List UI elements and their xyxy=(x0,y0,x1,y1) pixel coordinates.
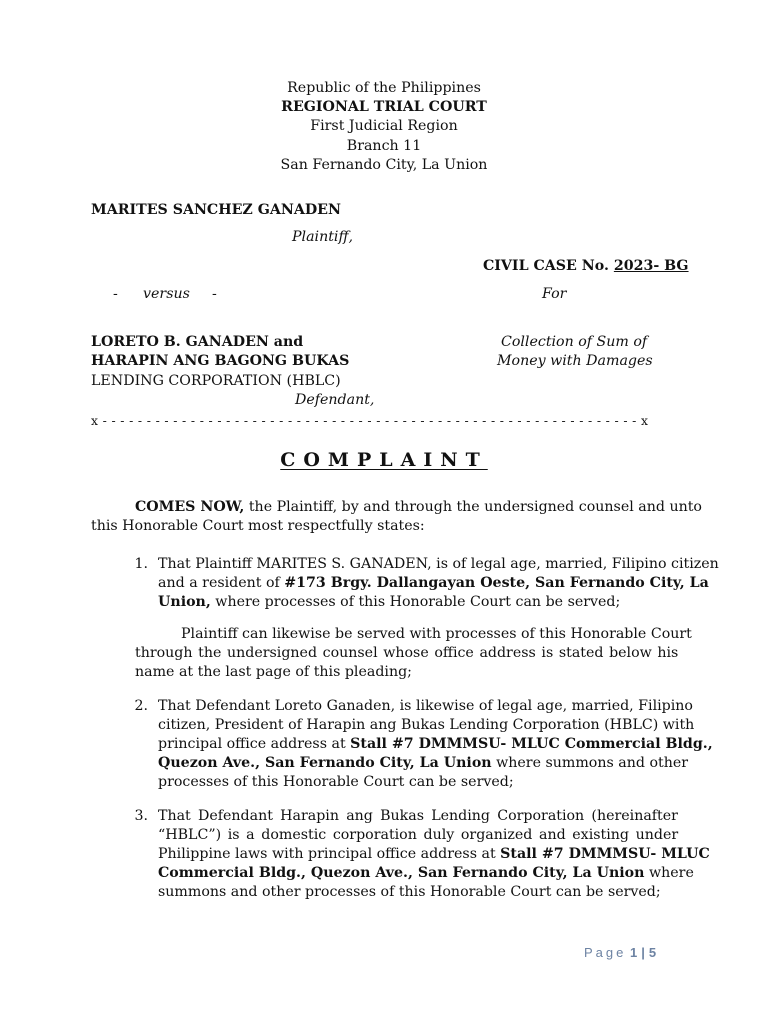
item-2-line-3 xyxy=(158,735,713,755)
item-3-line-3 xyxy=(158,845,710,865)
sub-para-line-3: name at the last page of this pleading; xyxy=(135,664,412,680)
page-word: Page xyxy=(584,945,627,960)
item-2-line-4 xyxy=(158,754,688,774)
total-pages: 5 xyxy=(648,945,657,960)
nature-line-1: Collection of Sum of xyxy=(501,334,648,350)
for-label: For xyxy=(542,286,567,302)
item-3-line-3a: Philippine laws with principal office address at xyxy=(158,846,501,862)
item-3-number: 3. xyxy=(134,808,148,824)
item-2-address: Stall #7 DMMMSU- MLUC Commercial Bldg., xyxy=(350,736,713,752)
item-3-address: Stall #7 DMMMSU- MLUC xyxy=(500,846,710,862)
item-2-line-5: processes of this Honorable Court can be served; xyxy=(158,774,514,790)
defendant-label: Defendant, xyxy=(295,392,375,408)
item-2-line-1: That Defendant Loreto Ganaden, is likewise of legal age, married, Filipino xyxy=(158,698,693,714)
page-number: 1 xyxy=(630,945,638,960)
case-prefix: CIVIL CASE No. xyxy=(483,258,614,274)
item-1-line-3 xyxy=(158,593,620,613)
page-separator: | xyxy=(641,945,645,960)
item-2-line-4b: where summons and other xyxy=(491,755,689,771)
court-location: San Fernando City, La Union xyxy=(280,157,488,173)
court-region: First Judicial Region xyxy=(310,118,458,134)
document-title: COMPLAINT xyxy=(280,449,488,471)
item-2-number: 2. xyxy=(134,698,148,714)
intro-line-2: this Honorable Court most respectfully states: xyxy=(91,518,425,534)
item-3-line-5: summons and other processes of this Honorable Court can be served; xyxy=(158,884,661,900)
nature-line-2: Money with Damages xyxy=(497,353,653,369)
item-3-line-4 xyxy=(158,864,694,884)
item-3-line-4b: where xyxy=(644,865,694,881)
item-2-line-3a: principal office address at xyxy=(158,736,351,752)
item-1-address-end: Union, xyxy=(158,594,211,610)
item-2-address-end: Quezon Ave., San Fernando City, La Union xyxy=(158,755,492,771)
defendant-line-3: LENDING CORPORATION (HBLC) xyxy=(91,373,341,389)
item-1-line-2a: and a resident of xyxy=(158,575,285,591)
versus-dash-right: - xyxy=(212,286,217,302)
versus-label: versus xyxy=(143,286,190,302)
sub-para-line-1: Plaintiff can likewise be served with processes of this Honorable Court xyxy=(181,626,692,642)
intro-rest-1: the Plaintiff, by and through the undersigned counsel and unto xyxy=(244,499,702,515)
sub-para-line-2: through the undersigned counsel whose office address is stated below his xyxy=(135,645,679,661)
defendant-line-1: LORETO B. GANADEN and xyxy=(91,334,304,350)
case-number-line xyxy=(483,257,689,277)
court-republic: Republic of the Philippines xyxy=(287,80,481,96)
plaintiff-label: Plaintiff, xyxy=(292,229,354,245)
caption-divider: x - - - - - - - - - - - - - - - - - - - - - - - - - - - - - - - - - - - - - - - - - - - - - - - - - - - - - - - - - - - - - x xyxy=(91,413,649,428)
intro-line-1 xyxy=(135,498,702,518)
case-number: 2023- BG xyxy=(613,258,689,274)
item-1-number: 1. xyxy=(134,556,148,572)
plaintiff-name: MARITES SANCHEZ GANADEN xyxy=(91,202,341,218)
item-3-line-1: That Defendant Harapin ang Bukas Lending Corporation (hereinafter xyxy=(158,808,678,824)
item-3-address-end: Commercial Bldg., Quezon Ave., San Fernando City, La Union xyxy=(158,865,645,881)
court-branch: Branch 11 xyxy=(346,138,422,154)
court-name: REGIONAL TRIAL COURT xyxy=(281,99,487,115)
item-1-line-2 xyxy=(158,574,709,594)
item-1-line-1: That Plaintiff MARITES S. GANADEN, is of legal age, married, Filipino citizen xyxy=(158,556,719,572)
item-1-line-3b: where processes of this Honorable Court can be served; xyxy=(210,594,621,610)
defendant-line-2: HARAPIN ANG BAGONG BUKAS xyxy=(91,353,350,369)
item-1-address: #173 Brgy. Dallangayan Oeste, San Fernando City, La xyxy=(284,575,709,591)
item-2-line-2: citizen, President of Harapin ang Bukas Lending Corporation (HBLC) with xyxy=(158,717,695,733)
intro-bold: COMES NOW, xyxy=(135,499,245,515)
versus-dash-left: - xyxy=(113,286,118,302)
item-3-line-2: “HBLC”) is a domestic corporation duly organized and existing under xyxy=(158,827,679,843)
page-footer xyxy=(584,943,656,963)
